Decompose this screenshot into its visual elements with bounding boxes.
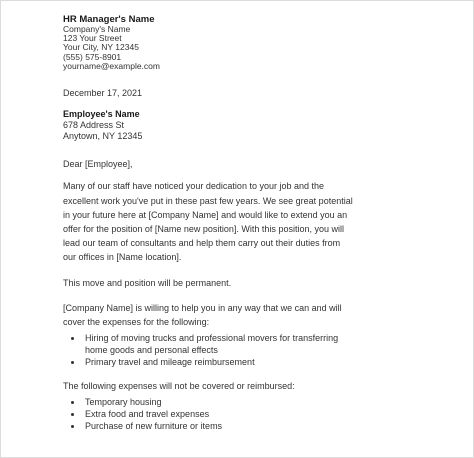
- recipient-block: [63, 109, 353, 142]
- greeting: Dear [Employee],: [63, 159, 133, 170]
- paragraph-covered-intro: [Company Name] is willing to help you in any way that we can and will cover the expenses for the following:: [63, 302, 342, 328]
- sender-phone: (555) 575-8901: [63, 51, 122, 62]
- letter-date: December 17, 2021: [63, 88, 143, 99]
- list-item: • Extra food and travel expenses: [83, 408, 353, 420]
- paragraph-offer: Many of our staff have noticed your dedication to your job and the excellent work you've put in these past few years. We see great potential in your future here at [Company Name] and would like to extend you an offer for the position of [Name new position]. With this position, you will lead our team of consultants and help them carry out their duties from our offices in [Name location].: [63, 181, 353, 263]
- list-item: • Temporary housing: [83, 396, 353, 408]
- covered-expenses-list: [63, 332, 353, 368]
- sender-company: Company's Name: [63, 24, 131, 34]
- recipient-street: 678 Address St: [63, 120, 125, 131]
- paragraph-not-covered-intro: The following expenses will not be covered or reimbursed:: [63, 381, 295, 392]
- sender-street: 123 Your Street: [63, 33, 122, 44]
- sender-city: Your City, NY 12345: [63, 42, 139, 53]
- sender-name: HR Manager's Name: [63, 14, 155, 25]
- list-item: • Purchase of new furniture or items: [83, 420, 353, 432]
- recipient-city: Anytown, NY 12345: [63, 131, 143, 142]
- sender-email: yourname@example.com: [63, 60, 160, 71]
- letter-body: [63, 14, 353, 432]
- not-covered-expenses-list: [63, 396, 353, 432]
- sender-block: [63, 14, 353, 71]
- recipient-name: Employee's Name: [63, 109, 140, 120]
- paragraph-permanent: This move and position will be permanent.: [63, 277, 232, 288]
- list-item: • Primary travel and mileage reimbursement: [83, 356, 353, 368]
- list-item: • Hiring of moving trucks and professional movers for transferring home goods and personal effects: [83, 332, 353, 356]
